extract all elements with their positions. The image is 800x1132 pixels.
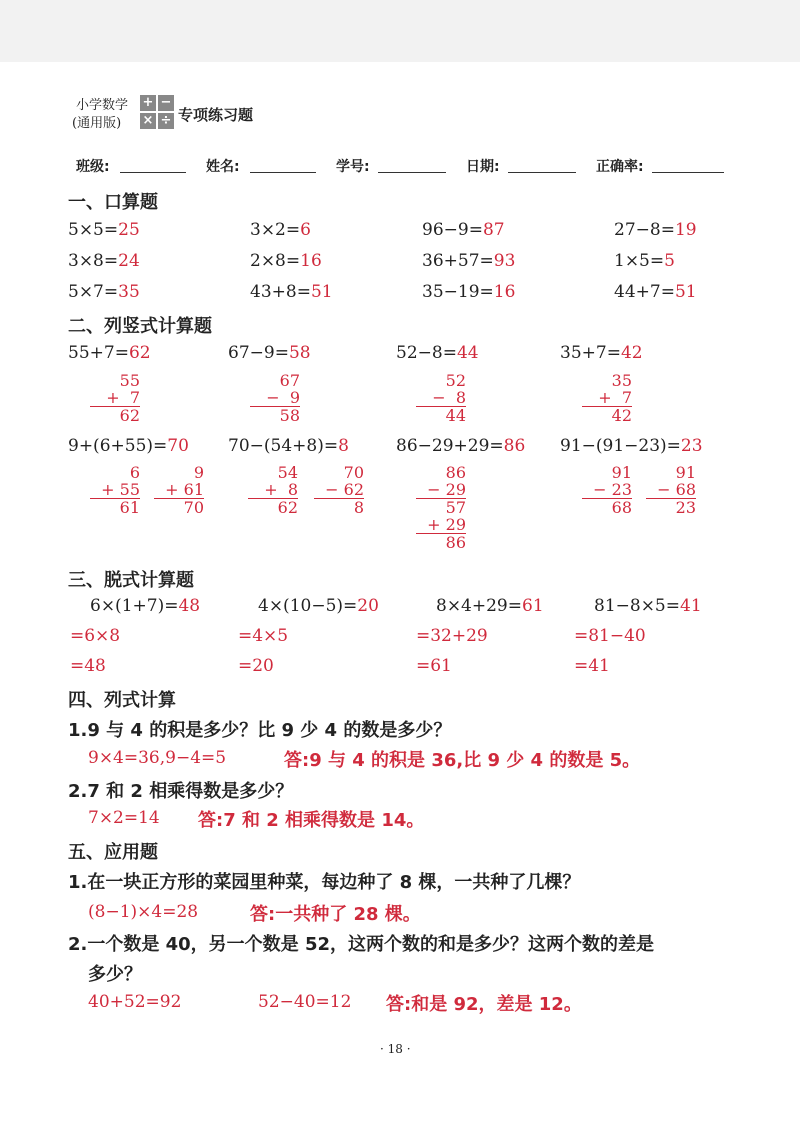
applied-answer-1-calc: (8−1)×4=28 xyxy=(88,902,199,922)
vertical-question: 70−(54+8)=8 xyxy=(228,436,349,456)
field-date-label: 日期: xyxy=(466,159,500,175)
vertical-question: 67−9=58 xyxy=(228,343,311,363)
applied-question-1: 1.在一块正方形的菜园里种菜，每边种了 8 棵，一共种了几棵？ xyxy=(68,872,581,893)
section-applied-heading: 五、应用题 xyxy=(68,842,158,863)
applied-answer-2-text: 答:和是 92，差是 12。 xyxy=(386,994,582,1015)
applied-answer-2-calc2: 52−40=12 xyxy=(258,992,352,1012)
minus-icon: − xyxy=(158,95,174,111)
field-name-label: 姓名: xyxy=(206,159,240,175)
section-vertical-heading: 二、列竖式计算题 xyxy=(68,316,212,337)
field-id-label: 学号: xyxy=(336,159,370,175)
field-class-line[interactable] xyxy=(120,172,186,173)
arithmetic-icons xyxy=(140,95,174,129)
oral-item: 3×8=24 xyxy=(68,251,140,271)
stepwise-step: =6×8 xyxy=(70,626,121,646)
section-listing-heading: 四、列式计算 xyxy=(68,690,176,711)
stepwise-step: =61 xyxy=(416,656,452,676)
vertical-work: 52 − 8 44 xyxy=(416,372,466,424)
times-icon: × xyxy=(140,113,156,129)
vertical-work: 86 − 29 57 + 29 86 xyxy=(416,464,466,551)
stepwise-question: 81−8×5=41 xyxy=(594,596,702,616)
listing-answer-2-calc: 7×2=14 xyxy=(88,808,160,828)
vertical-question: 52−8=44 xyxy=(396,343,479,363)
stepwise-step: =41 xyxy=(574,656,610,676)
oral-item: 1×5=5 xyxy=(614,251,675,271)
oral-item: 36+57=93 xyxy=(422,251,516,271)
stepwise-step: =4×5 xyxy=(238,626,289,646)
vertical-work: 6 + 55 61 xyxy=(90,464,140,516)
stepwise-step: =48 xyxy=(70,656,106,676)
divide-icon: ÷ xyxy=(158,113,174,129)
stepwise-question: 6×(1+7)=48 xyxy=(90,596,201,616)
page-number: · 18 · xyxy=(380,1042,411,1056)
stepwise-step: =20 xyxy=(238,656,274,676)
oral-item: 5×5=25 xyxy=(68,220,140,240)
vertical-work: 70 − 62 8 xyxy=(314,464,364,516)
listing-answer-1-text: 答:9 与 4 的积是 36,比 9 少 4 的数是 5。 xyxy=(284,750,641,771)
oral-item: 44+7=51 xyxy=(614,282,697,302)
applied-answer-1-text: 答:一共种了 28 棵。 xyxy=(250,904,421,925)
book-series-label: 小学数学 xyxy=(76,98,129,113)
stepwise-step: =32+29 xyxy=(416,626,488,646)
vertical-work: 67 − 9 58 xyxy=(250,372,300,424)
oral-item: 5×7=35 xyxy=(68,282,140,302)
stepwise-question: 4×(10−5)=20 xyxy=(258,596,379,616)
oral-item: 35−19=16 xyxy=(422,282,516,302)
field-date-line[interactable] xyxy=(508,172,576,173)
oral-item: 2×8=16 xyxy=(250,251,322,271)
stepwise-question: 8×4+29=61 xyxy=(436,596,544,616)
vertical-work: 54 + 8 62 xyxy=(248,464,298,516)
vertical-question: 55+7=62 xyxy=(68,343,151,363)
vertical-question: 86−29+29=86 xyxy=(396,436,526,456)
vertical-question: 91−(91−23)=23 xyxy=(560,436,703,456)
field-class-label: 班级: xyxy=(76,159,110,175)
oral-item: 96−9=87 xyxy=(422,220,505,240)
field-id-line[interactable] xyxy=(378,172,446,173)
listing-question-1: 1.9 与 4 的积是多少？比 9 少 4 的数是多少？ xyxy=(68,720,452,741)
vertical-work: 91 − 23 68 xyxy=(582,464,632,516)
oral-item: 27−8=19 xyxy=(614,220,697,240)
field-accuracy-label: 正确率: xyxy=(596,159,644,175)
book-edition-label: (通用版) xyxy=(72,116,122,131)
plus-icon: + xyxy=(140,95,156,111)
applied-question-2-line2: 多少？ xyxy=(88,964,142,985)
applied-answer-2-calc1: 40+52=92 xyxy=(88,992,182,1012)
vertical-question: 35+7=42 xyxy=(560,343,643,363)
oral-item: 43+8=51 xyxy=(250,282,333,302)
vertical-work: 55 + 7 62 xyxy=(90,372,140,424)
listing-answer-1-calc: 9×4=36,9−4=5 xyxy=(88,748,227,768)
vertical-question: 9+(6+55)=70 xyxy=(68,436,189,456)
vertical-work: 9 + 61 70 xyxy=(154,464,204,516)
section-stepwise-heading: 三、脱式计算题 xyxy=(68,570,194,591)
field-name-line[interactable] xyxy=(250,172,316,173)
listing-answer-2-text: 答:7 和 2 相乘得数是 14。 xyxy=(198,810,425,831)
stepwise-step: =81−40 xyxy=(574,626,646,646)
vertical-work: 91 − 68 23 xyxy=(646,464,696,516)
field-accuracy-line[interactable] xyxy=(652,172,724,173)
worksheet-title: 专项练习题 xyxy=(178,106,254,124)
applied-question-2-line1: 2.一个数是 40，另一个数是 52，这两个数的和是多少？这两个数的差是 xyxy=(68,934,654,955)
listing-question-2: 2.7 和 2 相乘得数是多少？ xyxy=(68,781,294,802)
oral-item: 3×2=6 xyxy=(250,220,311,240)
vertical-work: 35 + 7 42 xyxy=(582,372,632,424)
section-oral-heading: 一、口算题 xyxy=(68,192,158,213)
